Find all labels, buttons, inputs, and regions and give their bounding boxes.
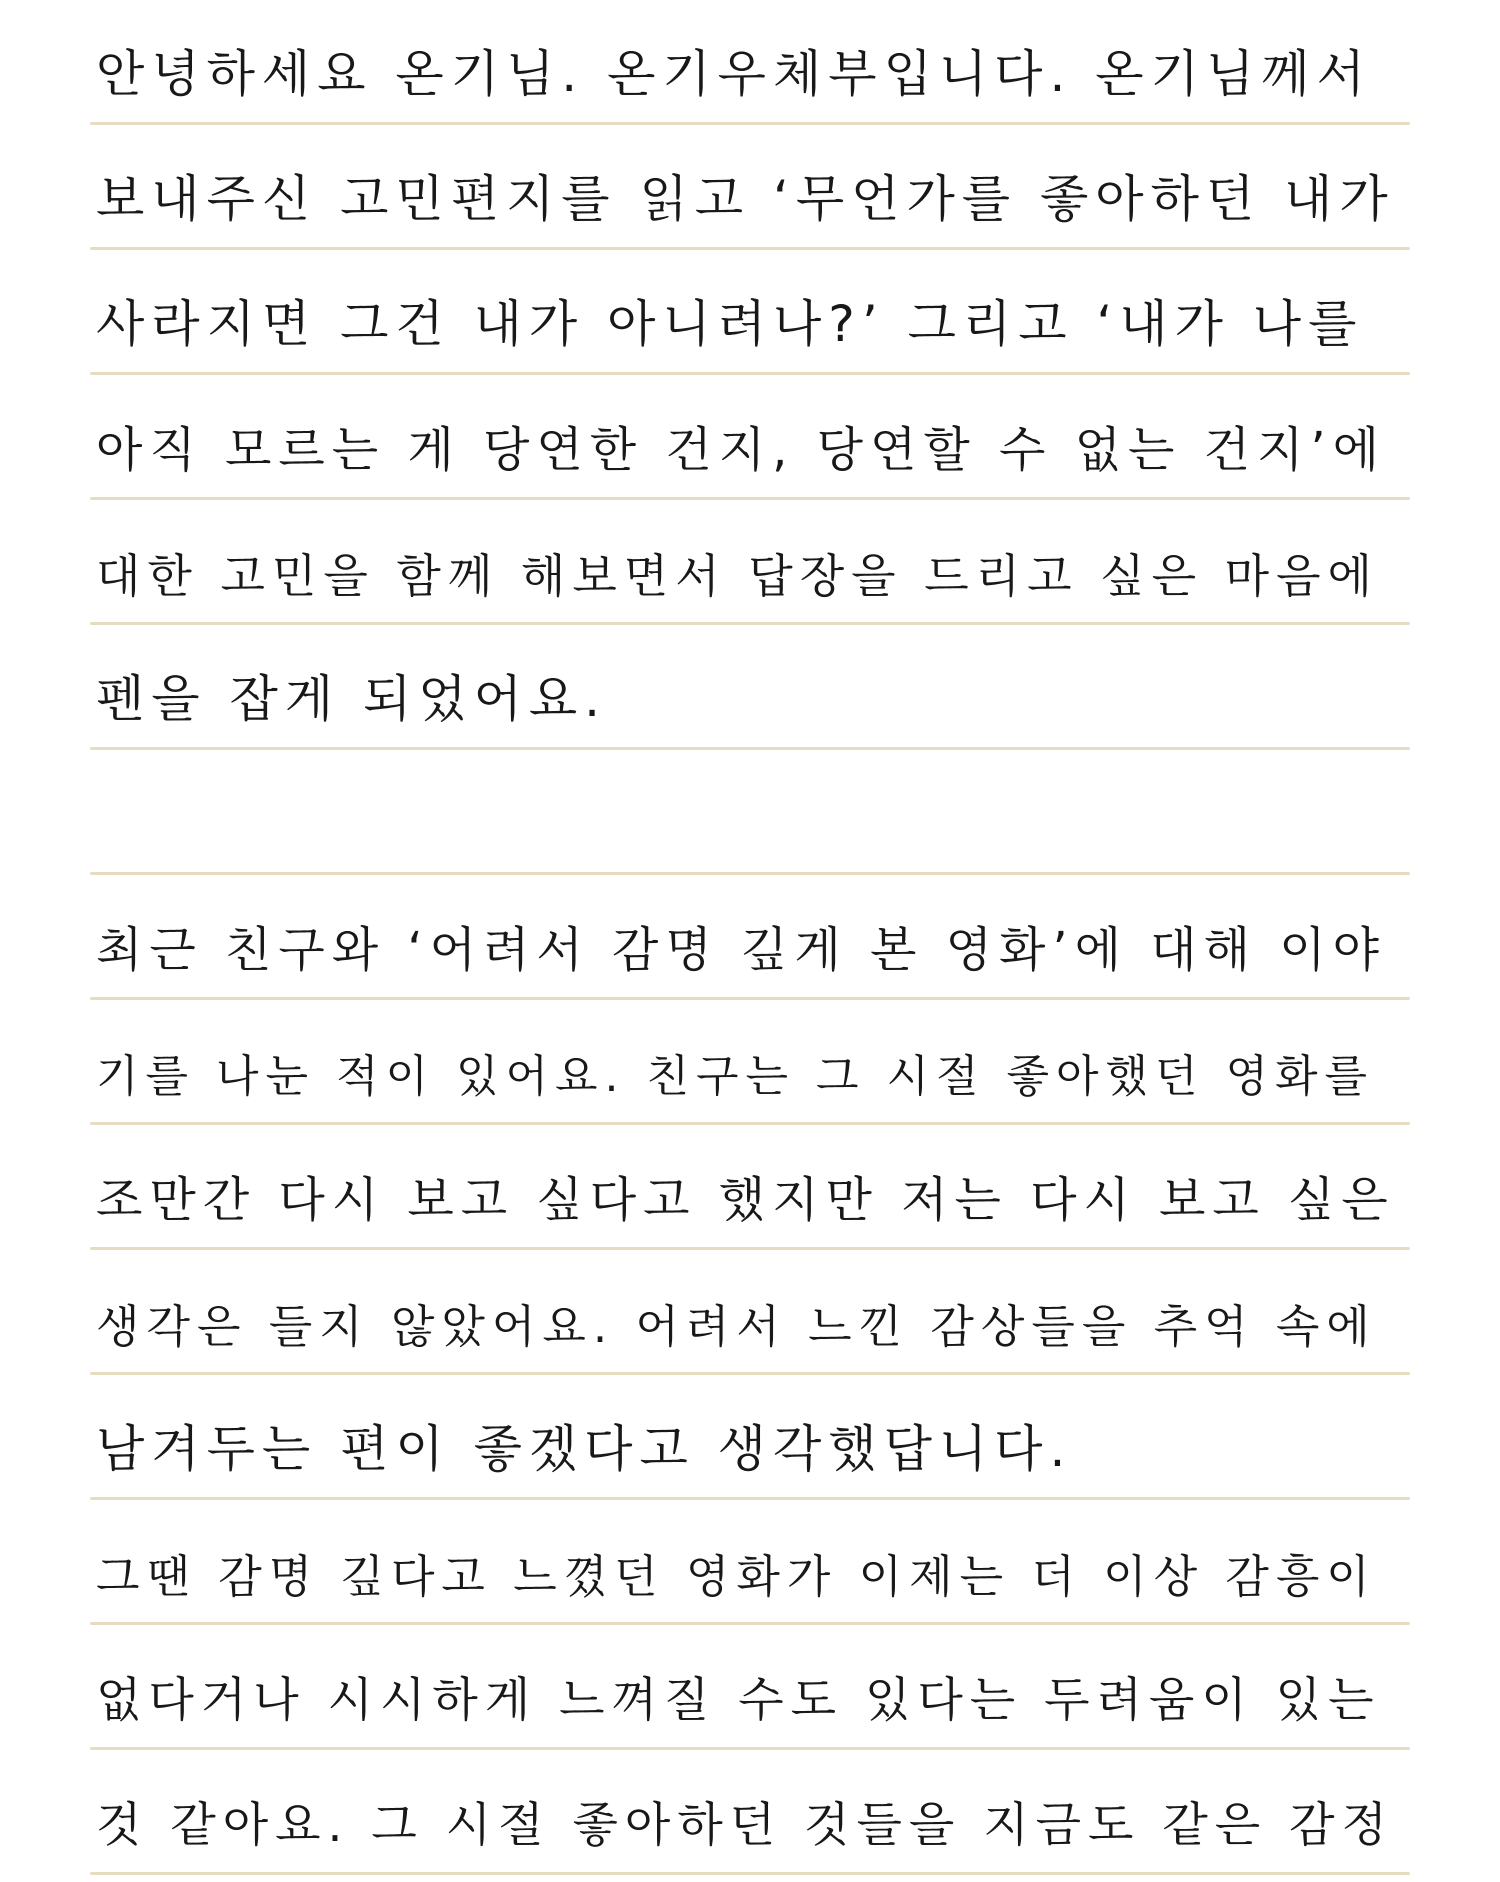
letter-line-text: 남겨두는 편이 좋겠다고 생각했답니다. xyxy=(96,1420,1073,1478)
letter-line xyxy=(90,1750,1410,1875)
letter-line xyxy=(90,1000,1410,1125)
letter-line-text: 펜을 잡게 되었어요. xyxy=(96,670,608,728)
letter-line-text: 안녕하세요 온기님. 온기우체부입니다. 온기님께서 xyxy=(96,45,1372,103)
letter-line-text: 기를 나눈 적이 있어요. 친구는 그 시절 좋아했던 영화를 xyxy=(96,1051,1374,1102)
letter-line-text: 그땐 감명 깊다고 느꼈던 영화가 이제는 더 이상 감흥이 xyxy=(96,1550,1377,1603)
letter-line xyxy=(90,1500,1410,1625)
letter-line-text: 생각은 들지 않았어요. 어려서 느낀 감상들을 추억 속에 xyxy=(96,1300,1377,1353)
letter-line xyxy=(90,0,1410,125)
letter-line-blank xyxy=(90,750,1410,875)
letter-line xyxy=(90,1125,1410,1250)
letter-line-text: 조만간 다시 보고 싶다고 했지만 저는 다시 보고 싶은 xyxy=(96,1172,1395,1228)
letter-line-text: 대한 고민을 함께 해보면서 답장을 드리고 싶은 마음에 xyxy=(96,549,1379,603)
letter-line xyxy=(90,1250,1410,1375)
letter-line xyxy=(90,500,1410,625)
letter-line xyxy=(90,125,1410,250)
letter-line-text: 사라지면 그건 내가 아니려나?’ 그리고 ‘내가 나를 xyxy=(96,295,1364,353)
letter-line-text: 최근 친구와 ‘어려서 감명 깊게 본 영화’에 대해 이야 xyxy=(96,922,1386,978)
letter-line xyxy=(90,875,1410,1000)
letter-line-text: 없다거나 시시하게 느껴질 수도 있다는 두려움이 있는 xyxy=(96,1673,1381,1728)
letter-line xyxy=(90,250,1410,375)
letter-line-text: 것 같아요. 그 시절 좋아하던 것들을 지금도 같은 감정 xyxy=(96,1798,1394,1853)
letter-line xyxy=(90,625,1410,750)
letter-line xyxy=(90,1375,1410,1500)
letter-line xyxy=(90,375,1410,500)
rule-line xyxy=(90,1872,1410,1875)
letter-line xyxy=(90,1625,1410,1750)
letter-line-text: 보내주신 고민편지를 읽고 ‘무언가를 좋아하던 내가 xyxy=(96,170,1395,228)
letter-line-text: 아직 모르는 게 당연한 건지, 당연할 수 없는 건지’에 xyxy=(96,422,1386,478)
